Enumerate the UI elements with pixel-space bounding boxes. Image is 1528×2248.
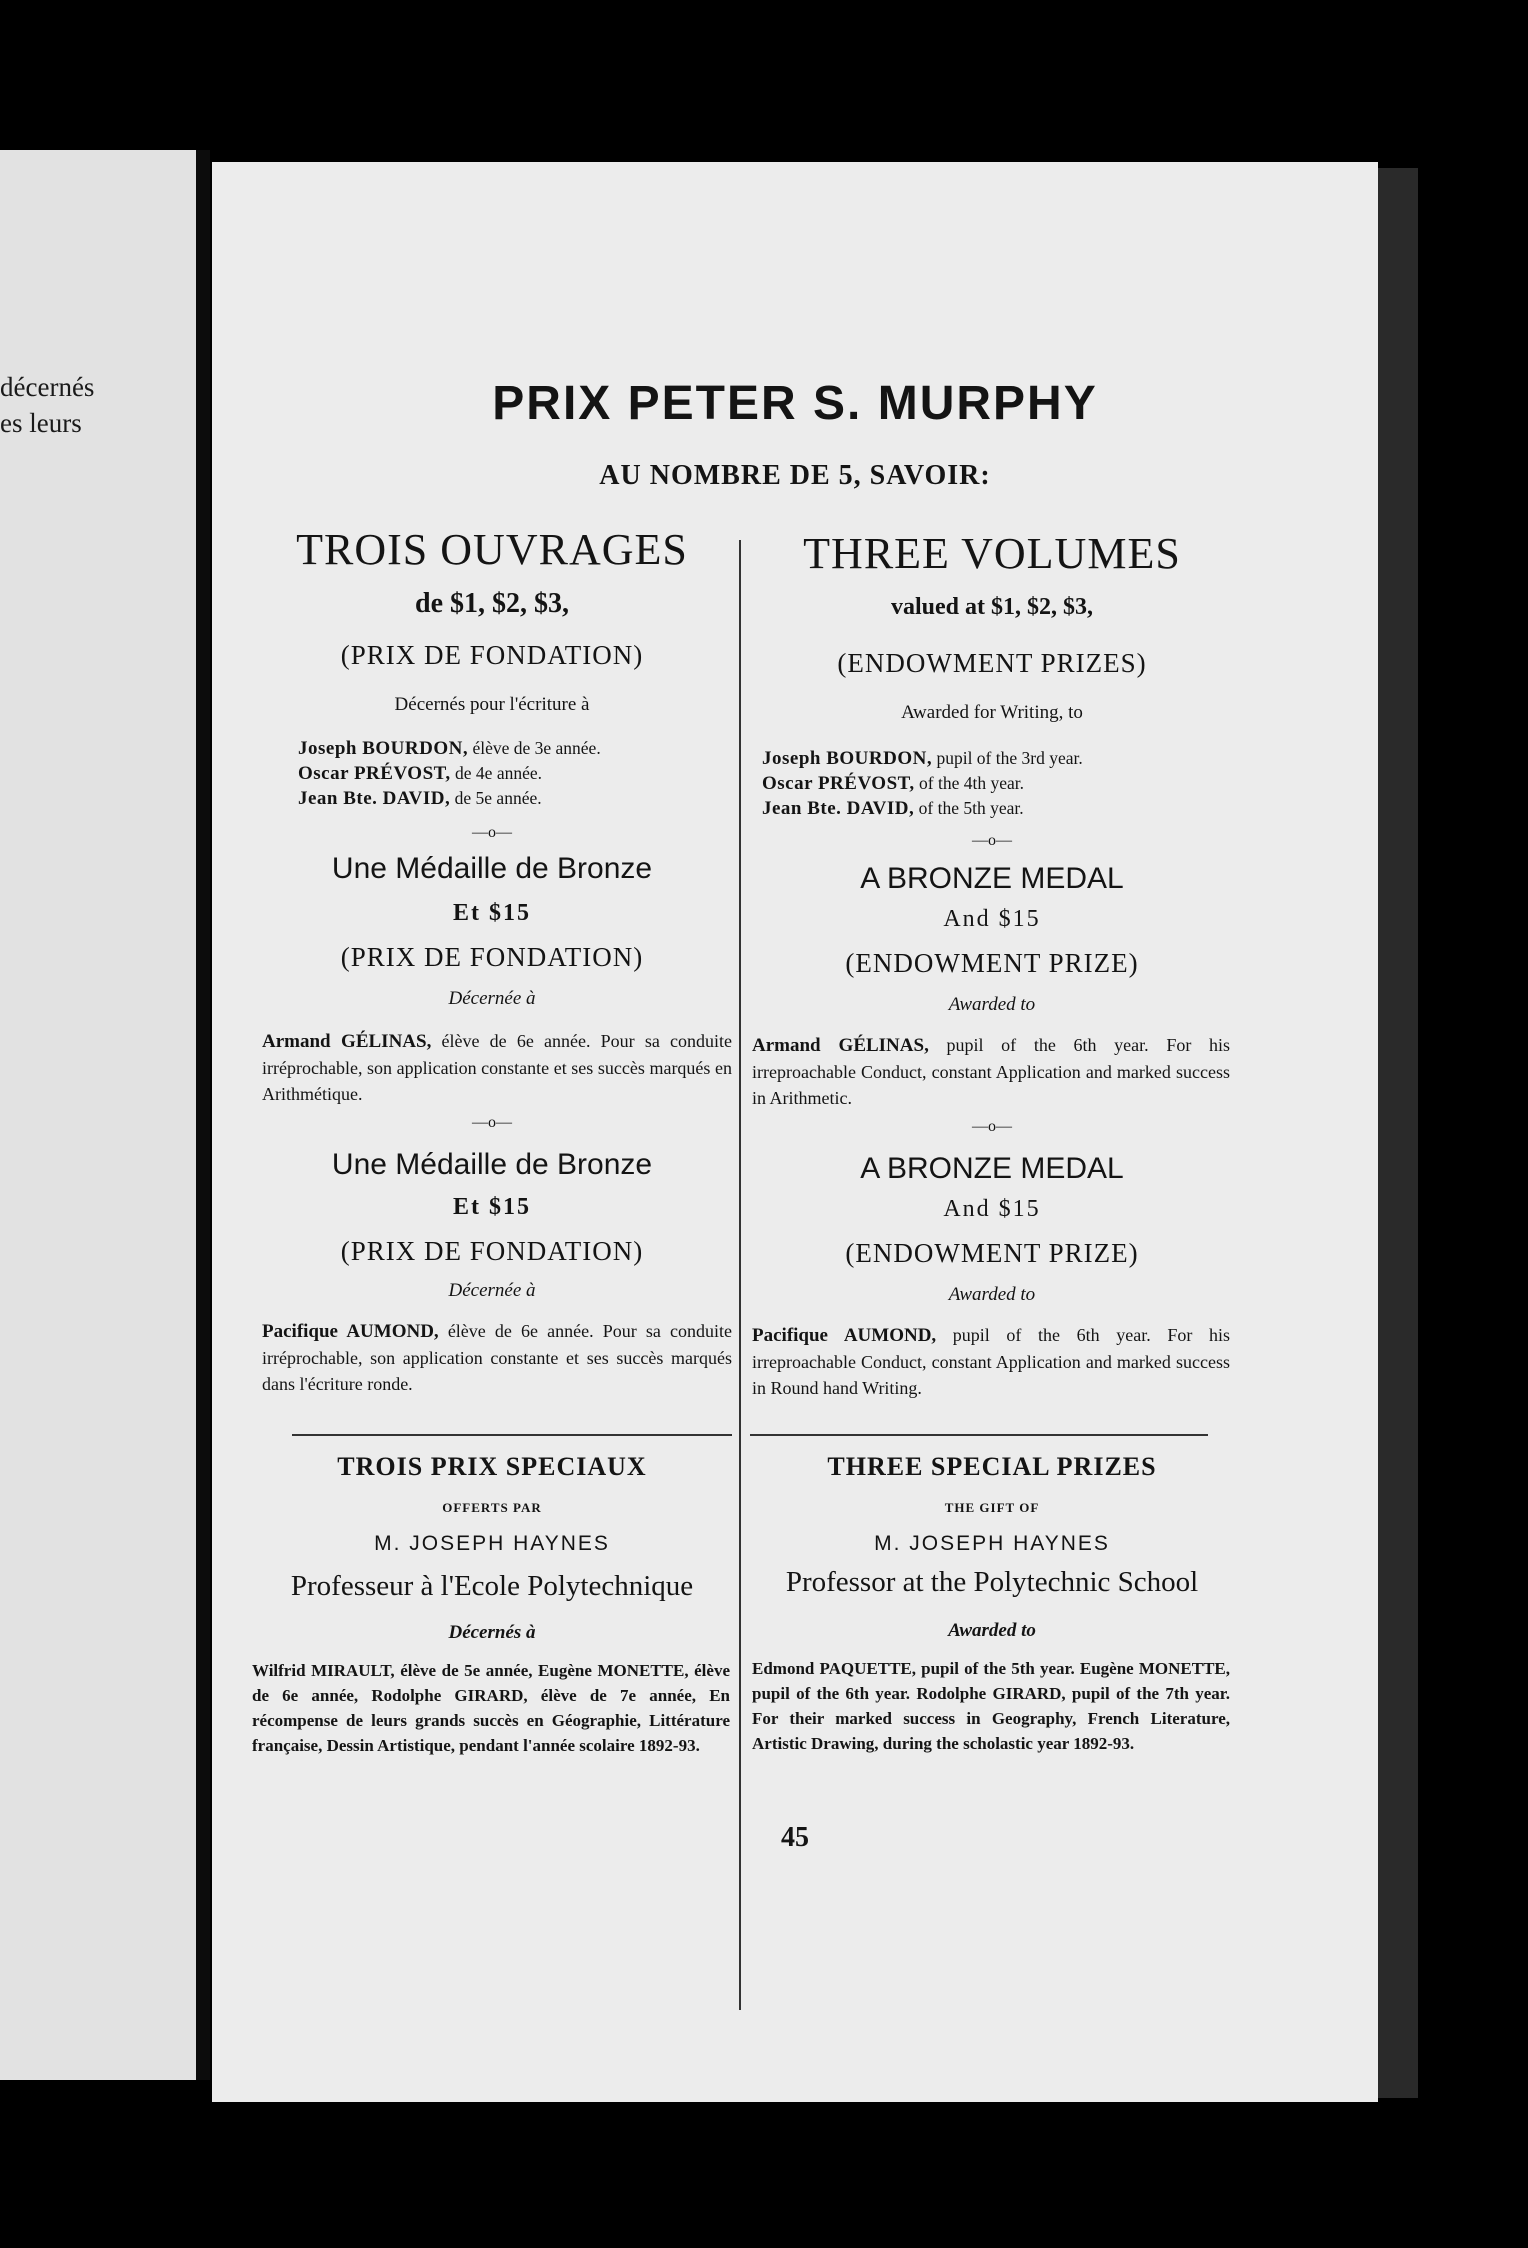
awarded-line: Décernés à — [448, 1622, 536, 1643]
awarded-line: Awarded to — [948, 1620, 1036, 1641]
winner-paragraph: Armand GÉLINAS, pupil of the 6th year. For his irreproachable Conduct, constant Application and marked success in Arithmetic. — [752, 1035, 1230, 1108]
section-heading: A BRONZE MEDAL — [860, 1152, 1124, 1185]
winner-list — [298, 736, 601, 811]
awarded-line: Awarded for Writing, to — [901, 702, 1083, 723]
page-title: PRIX PETER S. MURPHY — [492, 377, 1098, 430]
winner-paragraph: Edmond PAQUETTE, pupil of the 5th year. Eugène MONETTE, pupil of the 6th year. Rodolphe GIRARD, pupil of the 7th year. For their marked success in Geography, French Literature, Artistic Drawing, during the scholastic year 1892-93. — [752, 1659, 1230, 1753]
separator: —o— — [972, 832, 1012, 849]
section-heading: Une Médaille de Bronze — [331, 1148, 653, 1181]
winner-paragraph: Wilfrid MIRAULT, élève de 5e année, Eugène MONETTE, élève de 6e année, Rodolphe GIRARD, élève de 7e année, En récompense de leurs grands succès en Géographie, Littérature française, Dessin Artistique, pendant l'année scolaire 1892-93. — [252, 1661, 730, 1755]
awarded-line: Décernés pour l'écriture à — [394, 694, 590, 715]
donor-name: M. JOSEPH HAYNES — [874, 1532, 1110, 1555]
separator: —o— — [472, 1114, 512, 1131]
winner-row: Oscar PRÉVOST, of the 4th year. — [762, 773, 1024, 794]
page-number: 45 — [781, 1822, 809, 1853]
prize-amount: Et $15 — [453, 900, 531, 926]
prize-type: (ENDOWMENT PRIZE) — [845, 1238, 1139, 1268]
section-heading: TROIS PRIX SPECIAUX — [337, 1452, 647, 1481]
document-page — [212, 162, 1378, 2102]
left-page-fragment: décernés — [0, 372, 95, 402]
winner-paragraph: Armand GÉLINAS, élève de 6e année. Pour sa conduite irréprochable, son application constante et ses succès marqués en Arithmétique. — [262, 1031, 732, 1104]
prize-amount: And $15 — [943, 1196, 1041, 1222]
awarded-line: Awarded to — [948, 1284, 1036, 1305]
column-divider — [739, 540, 741, 2010]
offered-by: THE GIFT OF — [944, 1500, 1040, 1515]
prize-amount: valued at $1, $2, $3, — [890, 594, 1093, 620]
prize-amount: Et $15 — [453, 1194, 531, 1220]
awarded-line: Décernée à — [448, 1280, 536, 1301]
section-heading: THREE VOLUMES — [803, 529, 1181, 578]
prize-type: (ENDOWMENT PRIZES) — [837, 648, 1147, 678]
winner-list — [762, 746, 1083, 821]
donor-name: M. JOSEPH HAYNES — [374, 1532, 610, 1555]
page-subtitle: AU NOMBRE DE 5, SAVOIR: — [599, 460, 991, 491]
winner-row: Jean Bte. DAVID, de 5e année. — [298, 788, 542, 809]
page-edge-shadow — [1378, 168, 1418, 2098]
section-rule — [292, 1434, 732, 1436]
winner-row: Jean Bte. DAVID, of the 5th year. — [762, 798, 1024, 819]
prize-type: (ENDOWMENT PRIZE) — [845, 948, 1139, 978]
offered-by: OFFERTS PAR — [442, 1500, 542, 1515]
prize-type: (PRIX DE FONDATION) — [340, 640, 644, 670]
page-gutter — [196, 150, 210, 2080]
winner-paragraph: Pacifique AUMOND, pupil of the 6th year. For his irreproachable Conduct, constant Application and marked success in Round hand Writing. — [752, 1325, 1231, 1398]
left-page-edge — [0, 150, 196, 2080]
section-heading: A BRONZE MEDAL — [860, 862, 1124, 895]
donor-title: Professor at the Polytechnic School — [785, 1566, 1199, 1598]
separator: —o— — [472, 824, 512, 841]
prize-amount: And $15 — [943, 906, 1041, 932]
section-heading: Une Médaille de Bronze — [331, 852, 653, 885]
awarded-line: Awarded to — [948, 994, 1036, 1015]
winner-row: Joseph BOURDON, élève de 3e année. — [298, 738, 601, 759]
section-heading: TROIS OUVRAGES — [296, 525, 688, 574]
winner-row: Joseph BOURDON, pupil of the 3rd year. — [762, 748, 1083, 769]
prize-type: (PRIX DE FONDATION) — [340, 942, 644, 972]
section-rule — [750, 1434, 1208, 1436]
winner-paragraph: Pacifique AUMOND, élève de 6e année. Pour sa conduite irréprochable, son application constante et ses succès marqués dans l'écriture ronde. — [262, 1321, 732, 1394]
prize-type: (PRIX DE FONDATION) — [340, 1236, 644, 1266]
left-page-fragment: es leurs — [0, 408, 82, 438]
donor-title: Professeur à l'Ecole Polytechnique — [290, 1570, 694, 1602]
section-heading: THREE SPECIAL PRIZES — [827, 1452, 1157, 1481]
awarded-line: Décernée à — [448, 988, 536, 1009]
separator: —o— — [972, 1118, 1012, 1135]
prize-amount: de $1, $2, $3, — [415, 588, 569, 619]
winner-row: Oscar PRÉVOST, de 4e année. — [298, 763, 542, 784]
